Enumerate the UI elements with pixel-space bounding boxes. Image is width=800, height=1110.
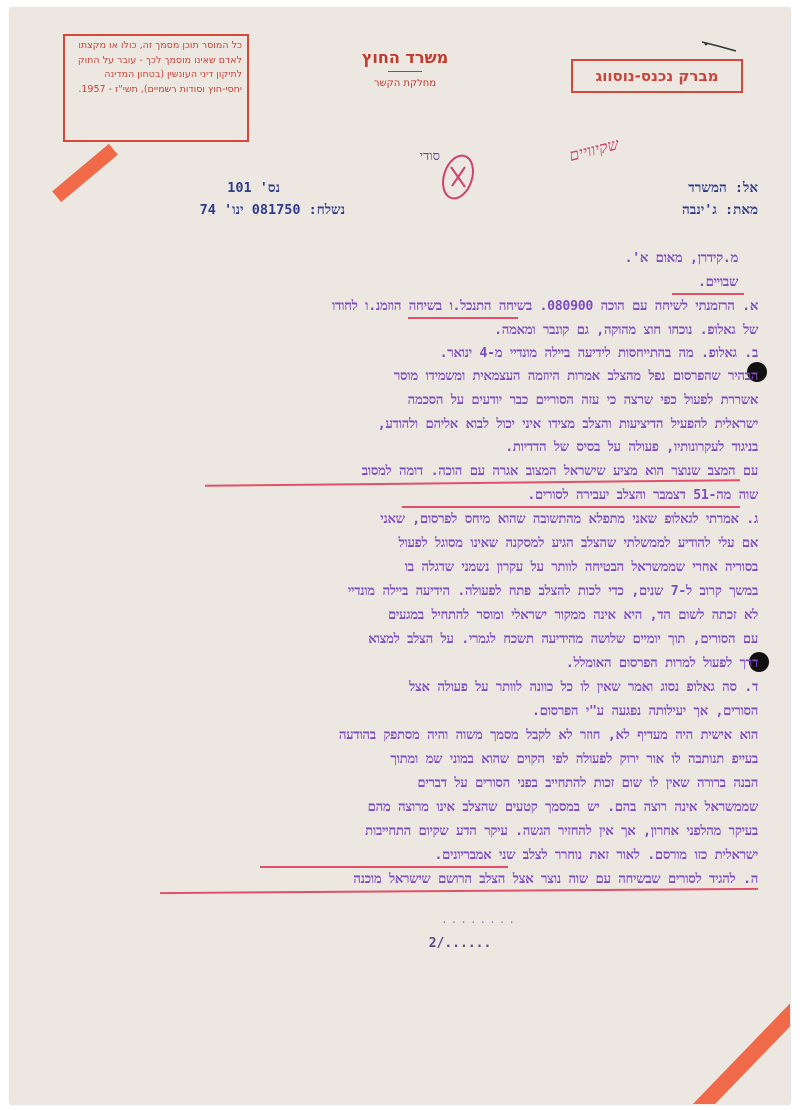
underline-mark: [205, 479, 740, 487]
body-line: בעייפ תנותבה לו אור ירוק לפעולה לפי הקוים שהוא במוני שמ ומתוך: [390, 752, 758, 767]
page-number: 2/......: [428, 936, 492, 951]
sent-timestamp: נשלח: 081750 ינו' 74: [199, 202, 345, 218]
body-line: בניגוד לעקרונותיו, פעולה על בסיס של הדדיות.: [505, 440, 758, 455]
body-line: ישראלית להפעיל הדיציעות והצלב מצידו איני יכול לבוא אליהם ולהודע,: [377, 417, 758, 432]
underline-mark: [402, 506, 740, 508]
footer-dots: ........: [441, 913, 518, 926]
body-line: אשררת לפעול כפי שרצה כי עזה הסוריים כבר יודעים על הסכמה: [407, 393, 758, 408]
header-divider: [388, 71, 422, 72]
department-subtitle: מחלקת הקשר: [373, 78, 437, 89]
legal-warning-text: כל המוסר תוכן מסמך זה, כולו או מקצתו לאדם שאינו מוסמך לכך - עובר על החוק לתיקון דיני העונשין (בטחון המדינה יחסי-חוץ וסודות רשמיים), תשי"ז - 1957.: [77, 40, 242, 95]
handwritten-circle-mark-icon: [440, 150, 476, 202]
body-line: עם המצב שנוצר הוא מציע שישראל המצוב אגרה עם הוכה. דומה למסוב: [361, 464, 758, 479]
classification-label: סודי: [419, 149, 440, 164]
body-line: ה. להגיד לסורים שבשיחה עם שוה נוצר אצל הצלב הרושם שישראל מוכנה: [353, 872, 758, 887]
handwritten-note: שקיוויים: [566, 134, 621, 165]
underline-mark: [260, 866, 508, 868]
body-line: ישראלית כזו מורסם. לאור זאת נוחרר לצלב שני אמבריונים.: [434, 848, 758, 863]
body-line: ב. גאלופ. מה בהתייחסות לידיעה ביילה מונדיי מ-4 ינואר.: [439, 346, 758, 361]
body-line: ד. סה גאלופ נסוג ואמר שאין לו כל כוונה לוותר על פעולה אצל: [409, 680, 758, 695]
telegram-number: נס' 101: [227, 180, 280, 196]
body-line: ג. אמרתי לגאלופ שאני מתפלא מהתשובה שהוא מיחס לפרסום, שאני: [380, 512, 758, 527]
tape-strip-bottom-right: [688, 972, 790, 1104]
body-line: הסורים, אך יעילותה נפגעה ע"י הפרסום.: [532, 704, 758, 719]
body-line: דרך לפעול למרות הפרסום האומלל.: [565, 656, 758, 671]
legal-warning-box: [63, 34, 249, 142]
telegram-type-stamp: מברק נכנס-נוסווג: [571, 59, 743, 93]
body-line: הבנה ברורה שאין לו שום זכות להתחייב בפני הסורים על דברים: [417, 776, 758, 791]
body-line: עם הסורים, תוך יומיים שלושה מהידיעה תשכח לגמרי. על הצלב למצוא: [368, 632, 758, 647]
body-line: של גאלופ. נוכחו חוצ מהוקה, גם קונבר ומאמה.: [494, 323, 758, 338]
tape-strip-top-left: [52, 144, 118, 202]
body-line: א. הרזמנתי לשיחה עם הוכה 080900. בשיחה התנכל.ו בשיחה הוזמנ.ו לחודו: [331, 299, 758, 314]
underline-mark: [672, 293, 744, 295]
underline-mark: [408, 317, 518, 319]
body-line: מ.קידרן, מאום א'.: [624, 251, 738, 266]
addressee-line: אל: המשרד: [688, 180, 758, 196]
body-line: הוא אישית היה מעדיף לא, חוזר לא לקבל מסמך משוה והיה מסתפק בהודעה: [338, 728, 758, 743]
underline-mark: [160, 888, 758, 894]
ministry-title: משרד החוץ: [361, 48, 449, 67]
telegram-page: [10, 8, 790, 1104]
body-line: בסוריה אחרי שממשראל הבטיחה לוותר על עקרון נשמני שדגלה בו: [404, 560, 758, 575]
body-line: שממשראל אינה רוצה בהם. יש במסמך קטעים שהצלב אינו מרוצה מהם: [367, 800, 758, 815]
body-line: בעיקר מהלפני אחרון, אך אין להחזיר הגשה. עיקר הדע שקיום התחייבות: [365, 824, 758, 839]
body-line: הבהיר שהפרסום נפל מהצלב אמרות היוזמה העצמאית ומשמידו מוסר: [393, 369, 758, 384]
sender-line: מאת: ג'ינבה: [682, 202, 758, 218]
body-line: לא זכתה לשום הד, היא אינה ממקור ישראלי ומוסר להתחיל במגעים: [387, 608, 758, 623]
body-line: שוה מה-51 דצמבר והצלב יעבירה לסורים.: [527, 488, 758, 503]
pen-mark-icon: [700, 38, 740, 54]
body-line: במשך קרוב ל-7 שנים, כדי לכות להצלב פתח לפעולה. הידיעה ביילה מונדיי: [347, 584, 758, 599]
body-line: שבויים.: [697, 275, 738, 290]
body-line: אם עלי להודיע לממשלתי שהצלב הגיע למסקנה שאינו מסוגל לפעול: [398, 536, 758, 551]
